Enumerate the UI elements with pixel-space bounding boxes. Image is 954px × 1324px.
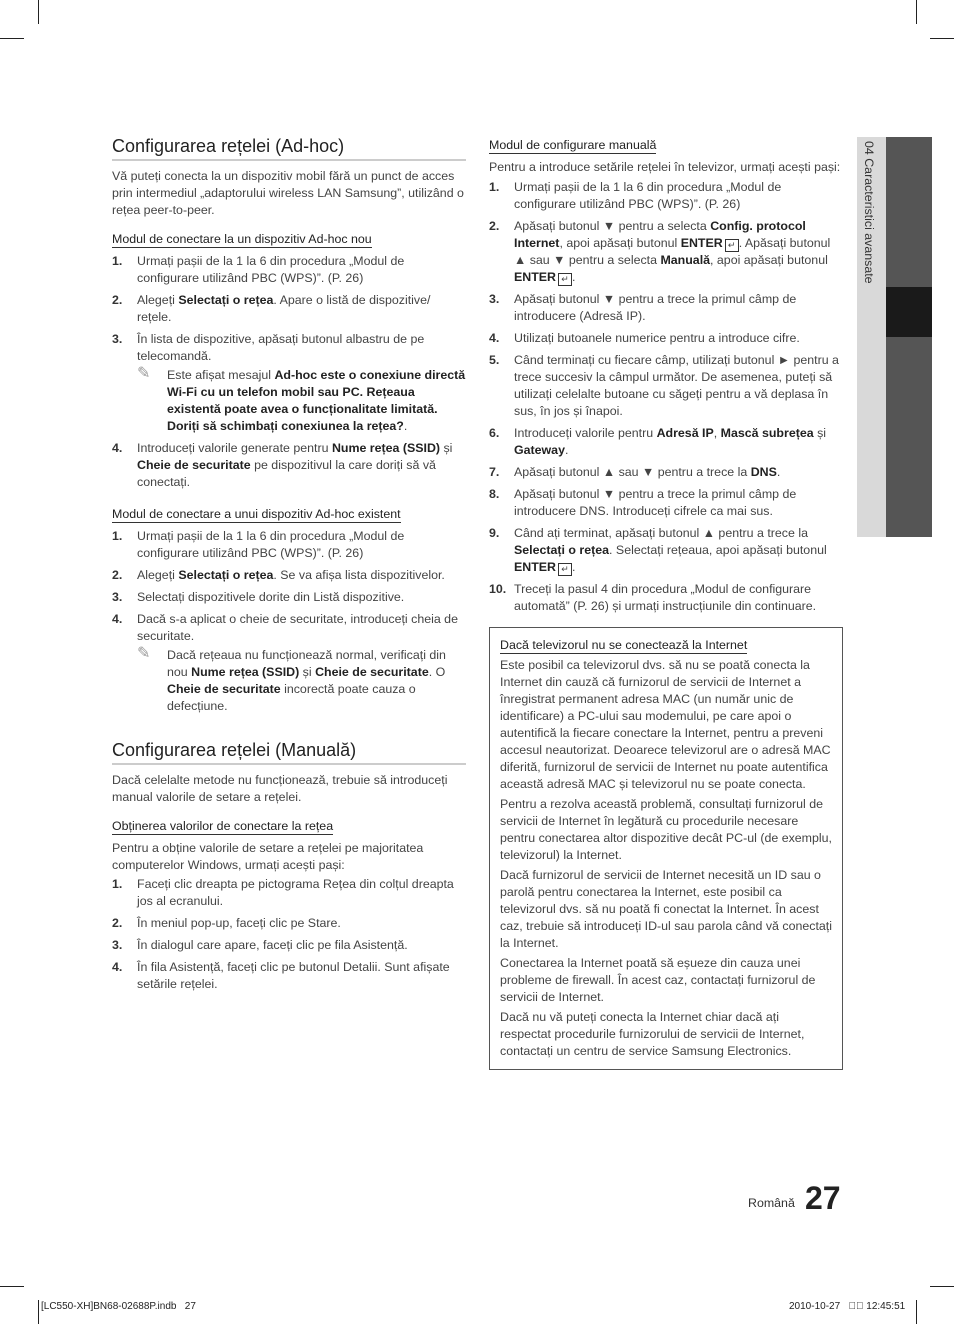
list-item: 2. Apăsați butonul ▼ pentru a selecta Config. protocol Internet, apoi apăsați butonul ENTER ↵ . Apăsați butonul ▲ sau ▼ pentru a selecta Manuală, apoi apăsați butonul ENTER ↵ .	[489, 219, 831, 284]
print-mark-date: 2010-10-27 ￿￿ 12:45:51	[789, 1301, 906, 1312]
list-item: 1. Urmați pașii de la 1 la 6 din procedura „Modul de configurare utilizând PBC (WPS)”. (P. 26)	[489, 180, 782, 211]
crop-mark	[930, 38, 954, 39]
list-item: 4. Introduceți valorile generate pentru Nume rețea (SSID) și Cheie de securitate pe dispozitivul la care doriți să vă conectați.	[112, 441, 453, 489]
list-item: 9. Când ați terminat, apăsați butonul ▲ pentru a trece la Selectați o rețea. Selectați rețeaua, apoi apăsați butonul ENTER ↵ .	[489, 526, 827, 574]
subsection-intro: Pentru a obține valorile de setare a rețelei pe majoritatea computerelor Windows, urmați acești pași:	[112, 841, 424, 872]
steps-list	[112, 528, 466, 715]
crop-mark	[38, 1300, 39, 1324]
crop-mark	[0, 1286, 24, 1287]
crop-mark	[930, 1286, 954, 1287]
box-title: Dacă televizorul nu se conectează la Internet	[500, 638, 748, 652]
list-item: 4. Dacă s-a aplicat o cheie de securitate, introduceți cheia de securitate. ✎ Dacă rețeaua nu funcționează normal, verificați din nou Nume rețea (SSID) și Cheie de securitate. O Cheie de securitate incorectă poate cauza o defecțiune.	[112, 611, 466, 715]
subsection-intro: Pentru a introduce setările rețelei în televizor, urmați acești pași:	[489, 160, 841, 174]
subsection-title: Modul de conectare la un dispozitiv Ad-hoc nou	[112, 232, 372, 246]
print-mark-file: [LC550-XH]BN68-02688P.indb 27	[41, 1301, 196, 1312]
list-item: 8. Apăsați butonul ▼ pentru a trece la primul câmp de introducere DNS. Introduceți cifrele ca mai sus.	[489, 487, 797, 518]
list-item: 7. Apăsați butonul ▲ sau ▼ pentru a trece la DNS.	[489, 465, 781, 479]
list-item: 3. Apăsați butonul ▼ pentru a trece la primul câmp de introducere (Adresă IP).	[489, 292, 797, 323]
crop-mark	[916, 0, 917, 24]
enter-icon: ↵	[725, 239, 739, 252]
crop-mark	[916, 1300, 917, 1324]
right-column	[489, 136, 843, 1070]
chapter-tab-marker	[886, 287, 932, 337]
list-item: 3. În lista de dispozitive, apăsați butonul albastru de pe telecomandă. ✎ Este afișat mesajul Ad-hoc este o conexiune directă Wi-Fi cu un telefon mobil sau PC. Rețeaua existentă poate avea o funcționalitate limitată. Doriți să schimbați conexiunea la rețea?.	[112, 332, 466, 433]
subsection-title: Modul de conectare a unui dispozitiv Ad-hoc existent	[112, 507, 401, 521]
chapter-tab-light	[857, 137, 886, 537]
enter-icon: ↵	[558, 563, 572, 576]
section-title-manual: Configurarea rețelei (Manuală)	[112, 740, 466, 765]
steps-list	[489, 179, 843, 615]
list-item: 5. Când terminați cu fiecare câmp, utilizați butonul ► pentru a trece succesiv la câmpul următor. De asemenea, puteți să utilizați celelalte butoane cu săgeți pentru a vă deplasa în sus, în jos și înapoi.	[489, 353, 839, 418]
steps-list	[112, 876, 466, 993]
section-title-adhoc: Configurarea rețelei (Ad-hoc)	[112, 136, 466, 161]
box-paragraph: Dacă nu vă puteți conecta la Internet chiar dacă ați respectat procedurile furnizorului de servicii de Internet, contactați un centru de service Samsung Electronics.	[500, 1010, 805, 1058]
footer-language: Română	[748, 1196, 795, 1210]
box-paragraph: Pentru a rezolva această problemă, consultați furnizorul de servicii de Internet în legătură cu procedurile necesare pentru conectarea altor dispozitive decât PC-ul (de exemplu, televizorul) la Internet.	[500, 797, 832, 862]
list-item: 10. Treceți la pasul 4 din procedura „Modul de configurare automată” (P. 26) și urmați instrucțiunile din continuare.	[489, 582, 817, 613]
chapter-tab	[857, 137, 932, 537]
list-item: 3. Selectați dispozitivele dorite din Listă dispozitive.	[112, 590, 405, 604]
subsection-title: Modul de configurare manuală	[489, 138, 657, 152]
list-item: 2. În meniul pop-up, faceți clic pe Stare.	[112, 916, 341, 930]
list-item: 1. Urmați pașii de la 1 la 6 din procedura „Modul de configurare utilizând PBC (WPS)”. (P. 26)	[112, 529, 405, 560]
list-item: 1. Urmați pașii de la 1 la 6 din procedura „Modul de configurare utilizând PBC (WPS)”. (P. 26)	[112, 254, 405, 285]
list-item: 4. Utilizați butoanele numerice pentru a introduce cifre.	[489, 331, 800, 345]
steps-list	[112, 253, 466, 491]
crop-mark	[38, 0, 39, 24]
note-pencil-icon: ✎	[137, 365, 151, 382]
note-pencil-icon: ✎	[137, 645, 151, 662]
page-number: 27	[805, 1180, 841, 1216]
crop-mark	[0, 38, 24, 39]
note: ✎ Este afișat mesajul Ad-hoc este o conexiune directă Wi-Fi cu un telefon mobil sau PC. Rețeaua existentă poate avea o funcționalitate limitată. Doriți să schimbați conexiunea la rețea?.	[137, 365, 466, 433]
left-column	[112, 136, 466, 1005]
list-item: 1. Faceți clic dreapta pe pictograma Rețea din colțul dreapta jos al ecranului.	[112, 877, 454, 908]
section-intro: Dacă celelalte metode nu funcționează, trebuie să introduceți manual valorile de setare a rețelei.	[112, 773, 448, 804]
chapter-tab-label: 04 Caracteristici avansate	[862, 141, 876, 284]
box-paragraph: Dacă furnizorul de servicii de Internet necesită un ID sau o parolă pentru conectarea la Internet, este posibil ca televizorul dvs. să nu poată fi conectat la Internet. În acest caz, trebuie să introduceți ID-ul sau parola când vă conectați la Internet.	[500, 868, 832, 950]
subsection-title: Obținerea valorilor de conectare la rețea	[112, 819, 334, 833]
troubleshooting-box	[489, 627, 843, 1070]
section-intro: Vă puteți conecta la un dispozitiv mobil fără un punct de acces prin intermediul „adaptorului wireless LAN Samsung”, utilizând o rețea peer-to-peer.	[112, 169, 464, 217]
list-item: 3. În dialogul care apare, faceți clic pe fila Asistență.	[112, 938, 408, 952]
box-paragraph: Conectarea la Internet poată să eșueze din cauza unei probleme de firewall. În acest caz, contactați furnizorul de servicii de Internet.	[500, 956, 816, 1004]
enter-icon: ↵	[558, 273, 572, 286]
box-paragraph: Este posibil ca televizorul dvs. să nu se poată conecta la Internet din cauză că furnizorul de servicii de Internet a înregistrat permanent adresa MAC (un număr unic de identificare) a PC-ului sau modemului, pe care apoi o autentifică la fiecare conectare la Internet, pentru a preveni accesul neautorizat. Deoarece televizorul are o adresă MAC diferită, furnizorul de servicii de Internet nu poate autentifica această adresă MAC și televizorul nu se poate conecta.	[500, 658, 831, 791]
note: ✎ Dacă rețeaua nu funcționează normal, verificați din nou Nume rețea (SSID) și Cheie de securitate. O Cheie de securitate incorectă poate cauza o defecțiune.	[137, 645, 446, 713]
chapter-tab-dark	[886, 137, 932, 537]
list-item: 6. Introduceți valorile pentru Adresă IP, Mască subrețea și Gateway.	[489, 426, 827, 457]
list-item: 2. Alegeți Selectați o rețea. Apare o listă de dispozitive/ rețele.	[112, 293, 431, 324]
list-item: 4. În fila Asistență, faceți clic pe butonul Detalii. Sunt afișate setările rețelei.	[112, 960, 450, 991]
list-item: 2. Alegeți Selectați o rețea. Se va afișa lista dispozitivelor.	[112, 568, 445, 582]
